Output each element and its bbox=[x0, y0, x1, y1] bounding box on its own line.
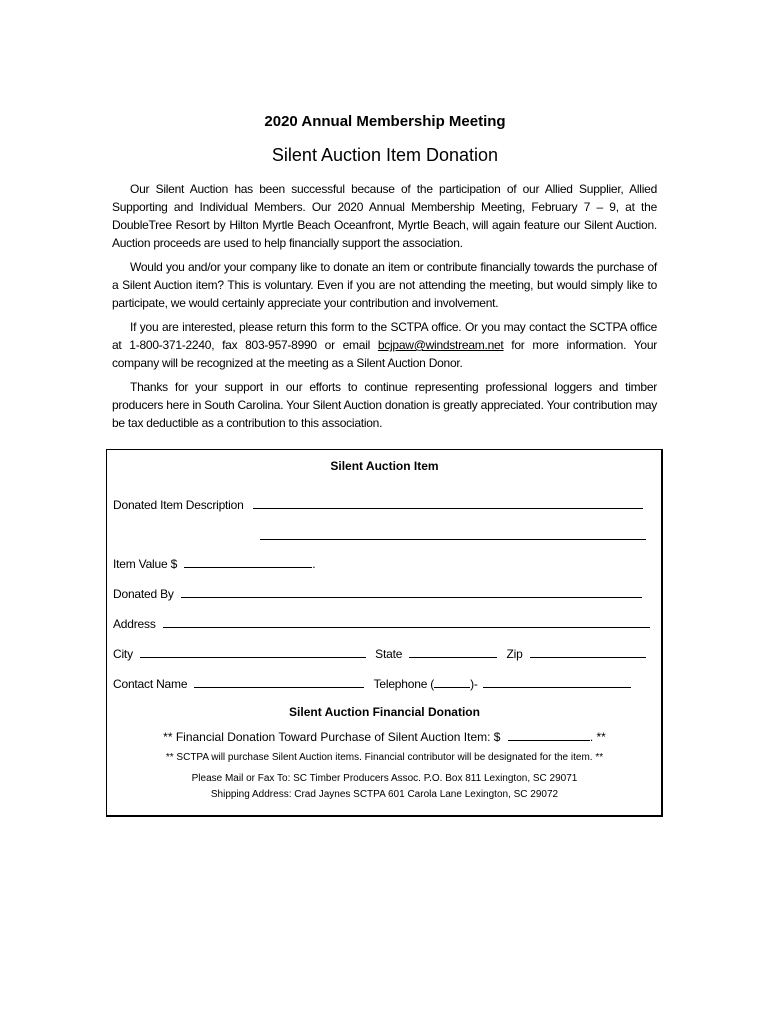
zip-field[interactable] bbox=[530, 646, 646, 658]
intro-paragraph-2: Would you and/or your company like to donate an item or contribute financially towards the purchase of a Silent Auction item? This is voluntary. Even if you are not attending the meeting, but would simply like to participate, we would certainly appreciate your contribution and involvement. bbox=[112, 260, 657, 310]
item-description-label: Donated Item Description bbox=[113, 498, 244, 512]
telephone-label: Telephone ( bbox=[373, 677, 435, 691]
item-value-row bbox=[113, 556, 315, 571]
city-state-zip-row bbox=[113, 646, 646, 661]
telephone-separator: )- bbox=[470, 677, 478, 691]
shipping-address-line: Shipping Address: Crad Jaynes SCTPA 601 Carola Lane Lexington, SC 29072 bbox=[210, 789, 559, 800]
state-label: State bbox=[375, 647, 403, 661]
item-value-label: Item Value $ bbox=[113, 557, 178, 571]
donated-by-label: Donated By bbox=[113, 587, 174, 601]
email-link[interactable]: bcjpaw@windstream.net bbox=[377, 338, 504, 352]
financial-donation-label: ** Financial Donation Toward Purchase of Silent Auction Item: $ bbox=[163, 730, 501, 744]
intro-paragraph-1: Our Silent Auction has been successful because of the participation of our Allied Supplier, Allied Supporting and Individual Members. Our 2020 Annual Membership Meeting, February 7 – 9, at the DoubleTree Resort by Hilton Myrtle Beach Oceanfront, Myrtle Beach, will again feature our Silent Auction. Auction proceeds are used to help financially support the association. bbox=[112, 182, 657, 250]
mail-address-line: Please Mail or Fax To: SC Timber Producers Assoc. P.O. Box 811 Lexington, SC 29071 bbox=[191, 773, 578, 784]
financial-note: ** SCTPA will purchase Silent Auction items. Financial contributor will be designated for the item. ** bbox=[165, 752, 604, 763]
page-title: Silent Auction Item Donation bbox=[271, 145, 499, 165]
address-label: Address bbox=[113, 617, 156, 631]
intro-paragraph-3 bbox=[112, 318, 657, 372]
item-description-row-2 bbox=[260, 528, 646, 543]
intro-paragraph-3-start: If you are interested, please return this form to the SCTPA office. Or you may contact the SCTPA office at 1-800-371-2240, fax 803-957-8990 or email bbox=[112, 320, 657, 352]
city-label: City bbox=[113, 647, 133, 661]
telephone-area-code-field[interactable] bbox=[434, 676, 470, 688]
item-description-field[interactable] bbox=[253, 497, 643, 509]
donated-by-row bbox=[113, 586, 642, 601]
financial-donation-title: Silent Auction Financial Donation bbox=[289, 705, 480, 719]
financial-donation-row bbox=[106, 729, 663, 744]
telephone-number-field[interactable] bbox=[483, 676, 631, 688]
item-value-field[interactable] bbox=[184, 556, 312, 568]
financial-donation-suffix: . ** bbox=[589, 730, 606, 744]
state-field[interactable] bbox=[409, 646, 497, 658]
city-field[interactable] bbox=[140, 646, 366, 658]
financial-donation-field[interactable] bbox=[508, 729, 590, 741]
intro-paragraph-4: Thanks for your support in our efforts to continue representing professional loggers and timber producers here in South Carolina. Your Silent Auction donation is greatly appreciated. Your contribution may be tax deductible as a contribution to this association. bbox=[112, 380, 657, 430]
meeting-title: 2020 Annual Membership Meeting bbox=[264, 113, 506, 130]
intro-text bbox=[112, 180, 657, 438]
donated-by-field[interactable] bbox=[181, 586, 642, 598]
contact-row bbox=[113, 676, 631, 691]
address-field[interactable] bbox=[163, 616, 650, 628]
zip-label: Zip bbox=[506, 647, 523, 661]
contact-name-label: Contact Name bbox=[113, 677, 188, 691]
contact-name-field[interactable] bbox=[194, 676, 364, 688]
item-value-suffix: . bbox=[312, 557, 316, 571]
form-section-title: Silent Auction Item bbox=[330, 459, 439, 473]
intro-paragraph-3-end: for more information. Your company will be recognized at the meeting as a Silent Auction Donor. bbox=[112, 338, 657, 370]
address-row bbox=[113, 616, 650, 631]
item-description-field-2[interactable] bbox=[260, 528, 646, 540]
item-description-row bbox=[113, 497, 643, 512]
